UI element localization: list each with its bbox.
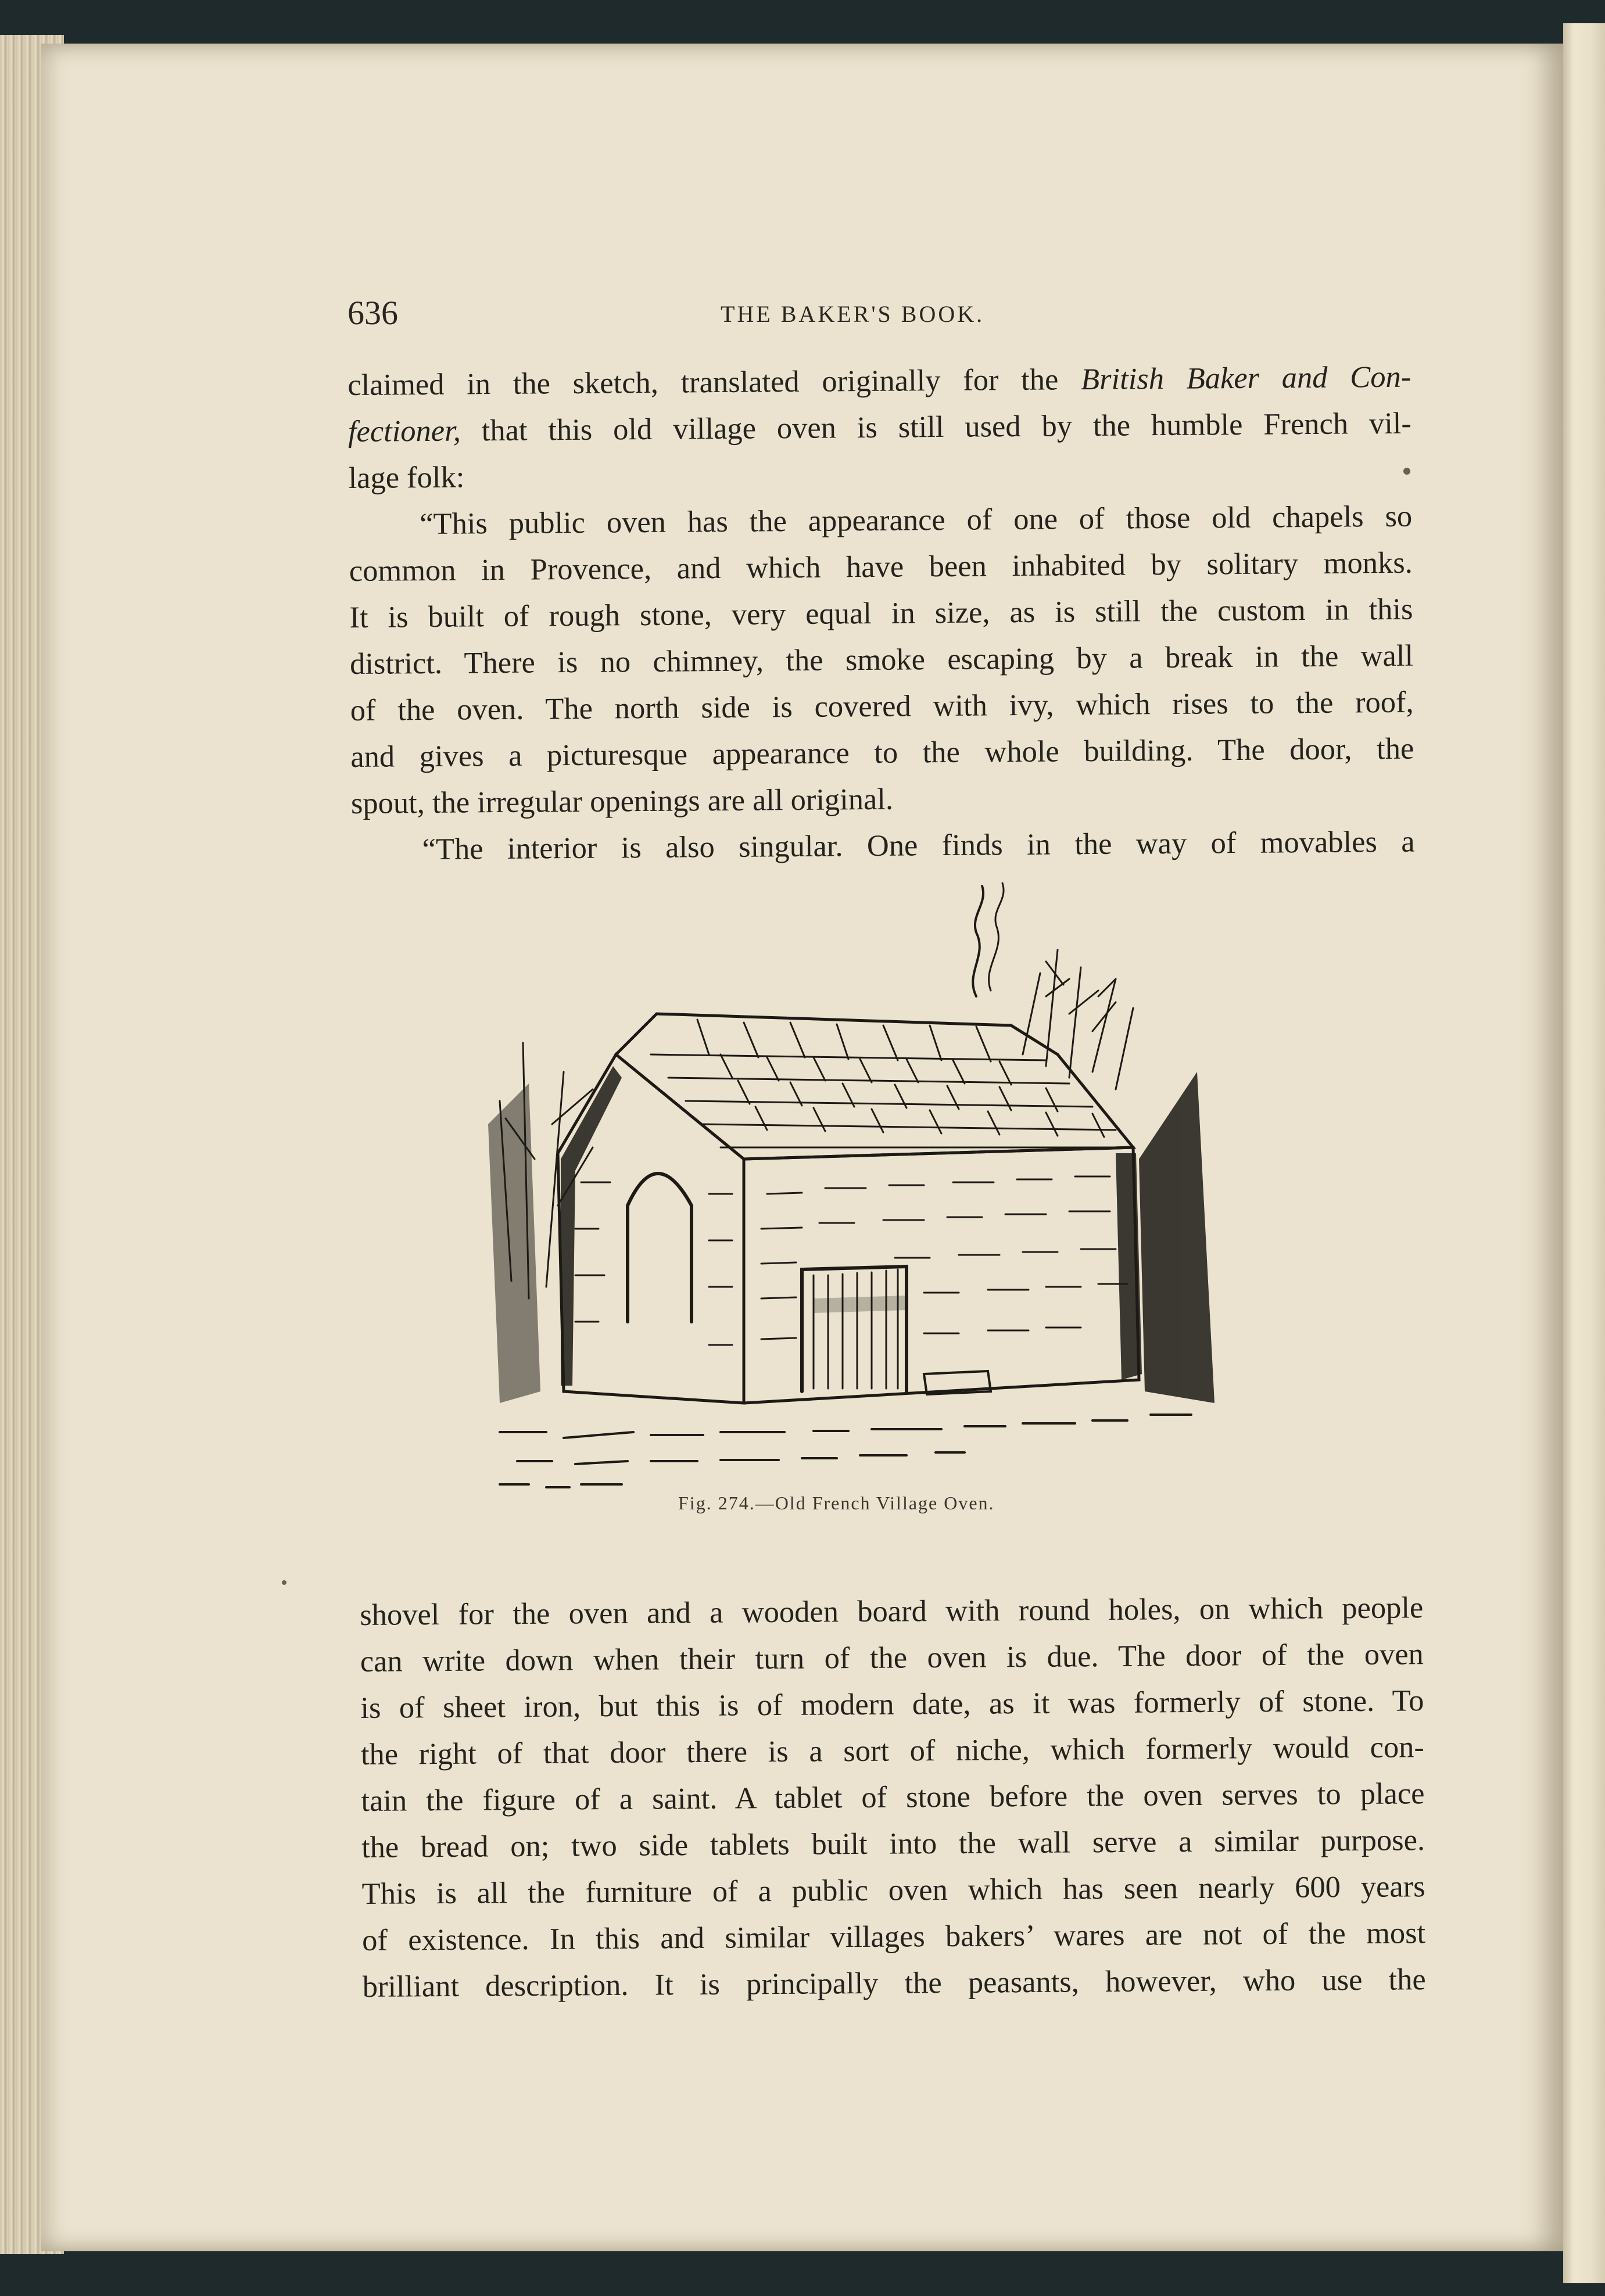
text-line: spout, the irregular openings are all original.: [350, 782, 894, 820]
text-line: [347, 354, 1411, 408]
italic-title: fectioner,: [347, 414, 461, 449]
ink-speck: [282, 1580, 286, 1585]
paragraph-3: [351, 819, 1415, 873]
text-line: shovel for the oven and a wooden board with round holes, on which people: [360, 1591, 1424, 1632]
page-header: [41, 293, 1563, 340]
text-line: and gives a picturesque appearance to the whole building. The door, the: [350, 731, 1414, 774]
text-line: of the oven. The north side is covered with ivy, which rises to the roof,: [350, 685, 1414, 727]
paragraph-2: [349, 493, 1414, 827]
text-block-top: [347, 354, 1415, 873]
text-line: is of sheet iron, but this is of modern date, as it was formerly of stone. To: [360, 1684, 1424, 1725]
italic-title: British Baker and Con-: [1080, 360, 1411, 397]
figure-caption: Fig. 274.—Old French Village Oven.: [678, 1493, 995, 1513]
figure-illustration-oven: [465, 880, 1313, 1502]
text-block-bottom: [360, 1584, 1426, 2010]
text-line: tain the figure of a saint. A tablet of stone before the oven serves to place: [361, 1777, 1425, 1818]
right-page-edge: [1563, 23, 1605, 2283]
text-line: [348, 400, 1412, 455]
ink-speck: [1403, 468, 1410, 475]
text-line: of existence. In this and similar villages bakers’ wares are not of the most: [361, 1916, 1426, 1957]
text-line: common in Provence, and which have been inhabited by solitary monks.: [349, 546, 1413, 588]
text-run: claimed in the sketch, translated originally for the: [347, 363, 1081, 402]
text-line: the bread on; two side tablets built into the wall serve a similar purpose.: [361, 1823, 1425, 1864]
page-number: 636: [347, 294, 398, 332]
text-line: brilliant description. It is principally the peasants, however, who use the: [362, 1963, 1426, 2004]
running-head: THE BAKER'S BOOK.: [721, 301, 985, 327]
text-line: the right of that door there is a sort of niche, which formerly would con-: [360, 1730, 1425, 1771]
text-line: district. There is no chimney, the smoke escaping by a break in the wall: [349, 638, 1414, 681]
text-line: “The interior is also singular. One finds in the way of movables a: [422, 824, 1415, 867]
text-line: “This public oven has the appearance of one of those old chapels so: [419, 499, 1413, 541]
text-line: It is built of rough stone, very equal in size, as is still the custom in this: [349, 592, 1413, 634]
text-line: This is all the furniture of a public oven which has seen nearly 600 years: [361, 1870, 1425, 1911]
text-line: can write down when their turn of the oven is due. The door of the oven: [360, 1637, 1424, 1678]
book-page: [41, 44, 1563, 2251]
paragraph-1: [347, 354, 1412, 501]
text-line: lage folk:: [348, 460, 465, 495]
text-run: that this old village oven is still used by the humble French vil-: [460, 406, 1412, 448]
